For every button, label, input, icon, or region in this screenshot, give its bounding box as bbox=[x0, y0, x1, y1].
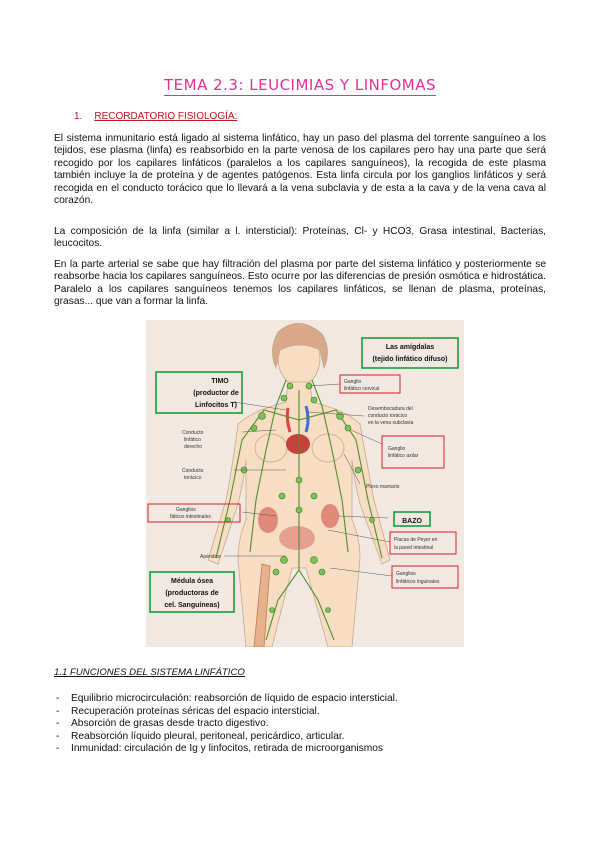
timo-label-1: TIMO bbox=[211, 378, 229, 385]
paragraph-filtration: En la parte arterial se sabe que hay filtración del plasma por parte del sistema linfático y posteriormente se reabsorbe hacia los capilares sanguíneos. Esto ocurre por las diferencias de presión osmótica e hidrostática. Paralelo a los capilares sanguíneos tenemos los capilares linfáticos, se llenan de plasma, proteínas, grasas... que van a formar la linfa. bbox=[54, 259, 546, 308]
list-item: - Reabsorción líquido pleural, peritoneal, pericárdico, articular. bbox=[54, 731, 544, 744]
lymphatic-diagram bbox=[146, 320, 464, 647]
section-number: 1. bbox=[74, 111, 83, 122]
timo-label-2: (productor de bbox=[193, 390, 239, 397]
bazo-label: BAZO bbox=[402, 518, 422, 525]
conducto-derecho-label-3: derecho bbox=[184, 444, 203, 450]
desembocadura-label-3: en la vena subclavia bbox=[368, 420, 414, 426]
paragraph-lymph-composition: La composición de la linfa (similar a l. intersticial): Proteínas, Cl- y HCO3, Grasa intestinal, Bacterias, leucocitos. bbox=[54, 226, 546, 250]
medula-label-1: Médula ósea bbox=[170, 578, 214, 585]
amigdalas-label-2: (tejido linfático difuso) bbox=[372, 356, 448, 363]
functions-list bbox=[54, 693, 544, 756]
list-item: - Recuperación proteínas séricas del espacio intersticial. bbox=[54, 706, 544, 719]
inguinales-label-1: Ganglios bbox=[396, 571, 416, 577]
page-title bbox=[0, 76, 600, 94]
medula-label-2: (productoras de bbox=[165, 590, 219, 597]
apendice-label: Apéndice bbox=[200, 554, 221, 560]
desembocadura-label-1: Desembocadura del bbox=[368, 406, 413, 412]
conducto-derecho-label-2: linfático bbox=[184, 437, 201, 443]
conducto-toracico-label-2: torácico bbox=[184, 475, 202, 481]
peyer-label-1: Placas de Peyer en bbox=[394, 537, 438, 543]
plexo-mamario-label: Plexo mamario bbox=[366, 484, 400, 490]
timo-label-3: Linfocitos T) bbox=[195, 402, 237, 409]
desembocadura-label-2: conducto torácico bbox=[368, 413, 408, 419]
inguinales-label-2: linfáticos inguinales bbox=[396, 579, 440, 585]
list-item: - Absorción de grasas desde tracto digestivo. bbox=[54, 718, 544, 731]
axilar-label-1: Ganglio bbox=[388, 446, 406, 452]
axilar-box bbox=[382, 436, 444, 468]
amigdalas-box bbox=[362, 338, 458, 368]
conducto-toracico-label-1: Conducto bbox=[182, 468, 204, 474]
intestinales-label-2: fáticos intestinales bbox=[170, 514, 211, 520]
intestinales-label-1: Ganglios bbox=[176, 507, 196, 513]
axilar-label-2: linfático axilar bbox=[388, 453, 419, 459]
section-heading bbox=[74, 111, 237, 122]
section-title: RECORDATORIO FISIOLOGÍA: bbox=[94, 111, 238, 122]
list-item: - Equilibrio microcirculación: reabsorción de líquido de espacio intersticial. bbox=[54, 693, 544, 706]
subsection-heading: 1.1 FUNCIONES DEL SISTEMA LINFÁTICO bbox=[54, 667, 245, 678]
peyer-label-2: la pared intestinal bbox=[394, 545, 434, 551]
amigdalas-label-1: Las amígdalas bbox=[385, 344, 435, 351]
cervical-label-1: Ganglio bbox=[344, 379, 362, 385]
lymphatic-system-figure bbox=[146, 320, 464, 647]
conducto-derecho-label-1: Conducto bbox=[182, 430, 204, 436]
list-item: - Inmunidad: circulación de Ig y linfocitos, retirada de microorganismos bbox=[54, 743, 544, 756]
paragraph-lymphatic-system: El sistema inmunitario está ligado al sistema linfático, hay un paso del plasma del torrente sanguíneo a los tejidos, ese plasma (linfa) es reabsorbido en la parte venosa de los capilares pero hay una parte que será recogido por los capilares linfáticos (paralelos a los capilares sanguíneos), la recogida de este plasma también incluye la de proteína y de agentes patógenos. Esta linfa circula por los ganglios linfáticos y será recogida en el conducto torácico que lo llevará a la vena subclavia y de esta a la cava y de la vena cava al corazón. bbox=[54, 133, 546, 207]
medula-label-3: cel. Sanguíneas) bbox=[164, 602, 220, 609]
page-title-text: TEMA 2.3: LEUCIMIAS Y LINFOMAS bbox=[163, 76, 436, 94]
cervical-label-2: linfático cervical bbox=[344, 386, 380, 392]
